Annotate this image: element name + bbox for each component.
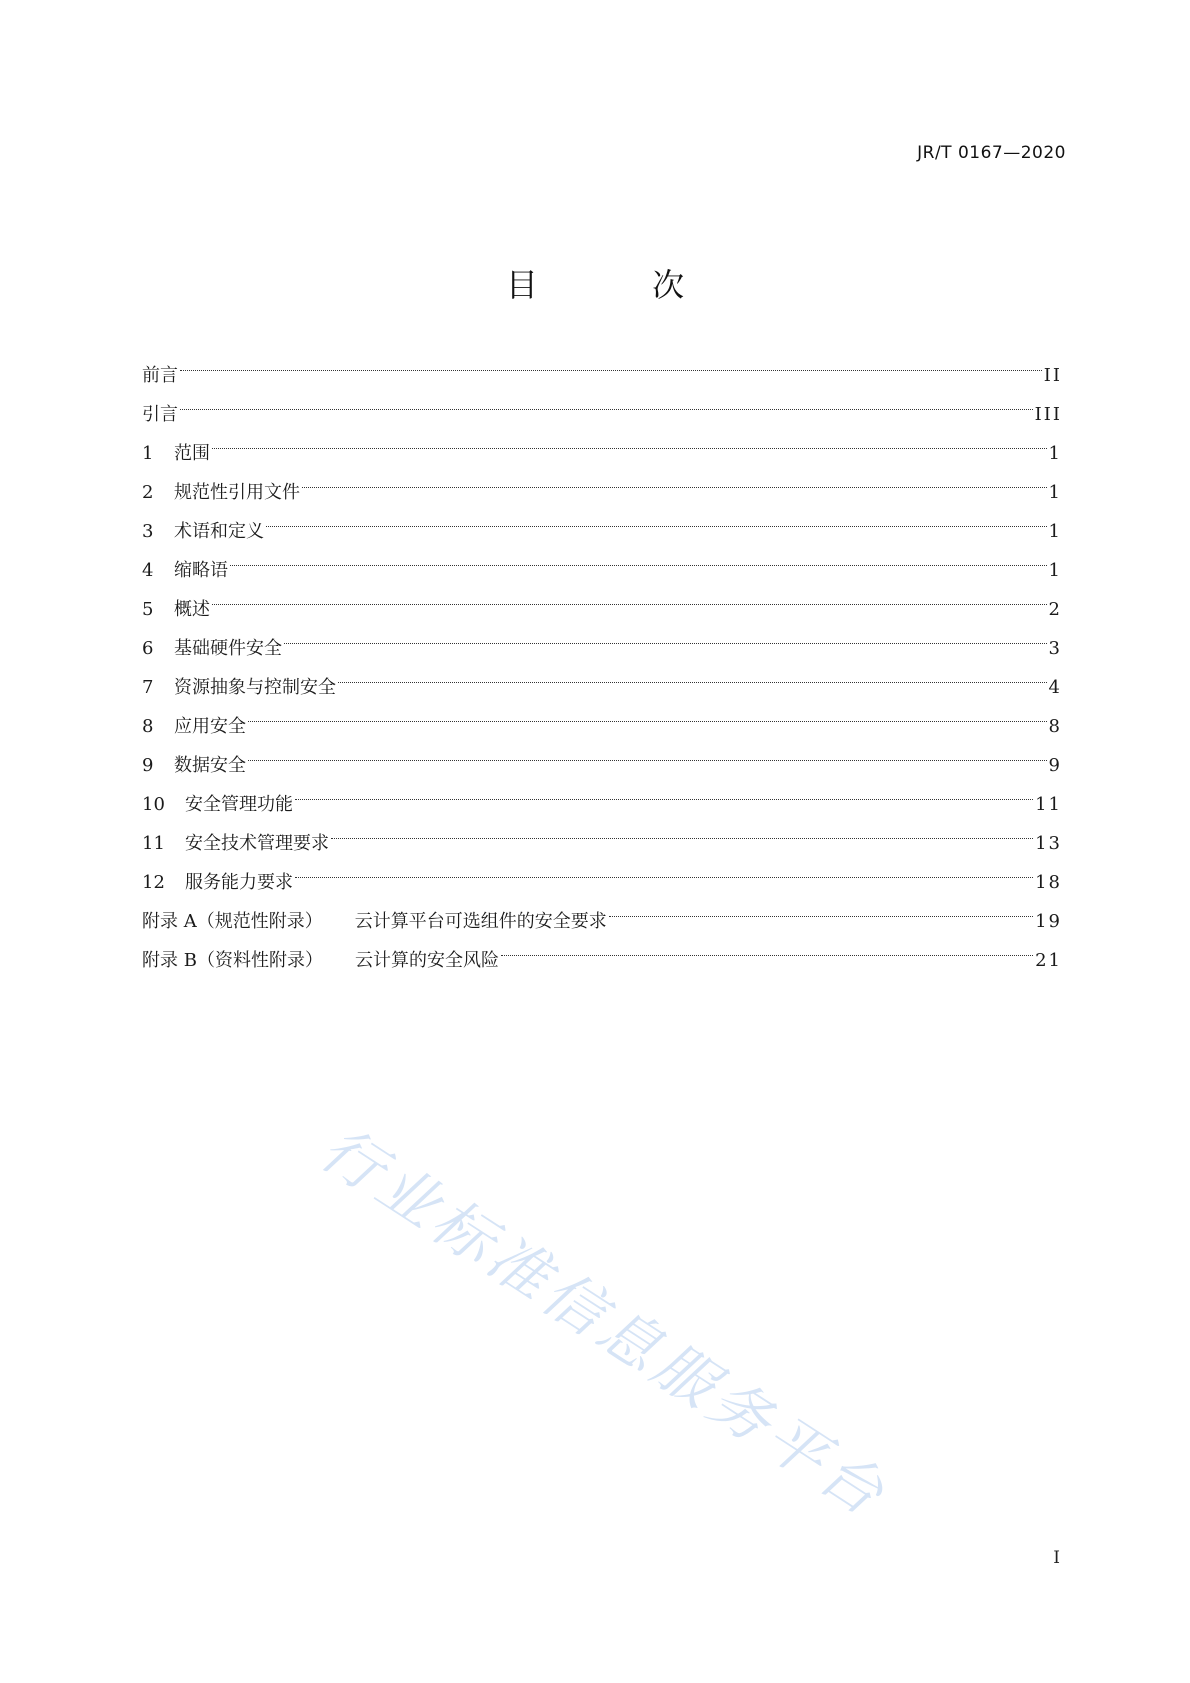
toc-entry-clause-7[interactable] [142,668,1062,707]
toc-entry-label: 术语和定义 [174,521,264,542]
toc-entry-label: 云计算的安全风险 [354,950,499,971]
toc-entry-label: 安全管理功能 [185,794,293,815]
dot-leader [230,564,1047,566]
toc-entry-clause-5[interactable] [142,590,1062,629]
toc-entry-label: 概述 [174,599,210,620]
toc-entry-label: 应用安全 [174,716,246,737]
toc-entry-label: 规范性引用文件 [174,482,300,503]
toc-entry-page: 9 [1048,755,1062,776]
page-number: I [1053,1548,1060,1568]
toc-entry-page: 18 [1035,872,1062,893]
toc-entry-page: 4 [1048,677,1062,698]
toc-entry-annex-a[interactable] [142,902,1062,941]
toc-entry-number: 1 [142,443,154,464]
dot-leader [266,525,1047,527]
dot-leader [212,603,1047,605]
toc-annex-heading: 附录 B（资料性附录） [142,950,323,971]
toc-entry-page: 3 [1048,638,1062,659]
toc-entry-introduction[interactable] [142,395,1062,434]
toc-entry-number: 8 [142,716,154,737]
table-of-contents [142,356,1062,980]
dot-leader [501,954,1033,956]
toc-entry-page: 2 [1048,599,1062,620]
toc-entry-label: 资源抽象与控制安全 [174,677,336,698]
toc-entry-page: 8 [1048,716,1062,737]
dot-leader [212,447,1047,449]
toc-entry-number: 11 [142,833,165,854]
dot-leader [609,915,1033,917]
toc-entry-clause-10[interactable] [142,785,1062,824]
toc-entry-page: 1 [1048,560,1062,581]
dot-leader [248,720,1047,722]
dot-leader [295,798,1033,800]
toc-entry-label: 服务能力要求 [185,872,293,893]
toc-entry-page: 1 [1048,521,1062,542]
toc-entry-label: 基础硬件安全 [174,638,282,659]
toc-entry-number: 5 [142,599,154,620]
watermark-text: 行业标准信息服务平台 [308,1113,900,1533]
toc-entry-number: 3 [142,521,154,542]
toc-entry-page: 11 [1035,794,1062,815]
toc-entry-label: 数据安全 [174,755,246,776]
toc-entry-label: 安全技术管理要求 [185,833,329,854]
toc-entry-page: 19 [1035,911,1062,932]
dot-leader [248,759,1047,761]
toc-entry-number: 2 [142,482,154,503]
standard-code: JR/T 0167—2020 [917,143,1066,163]
toc-entry-label: 云计算平台可选组件的安全要求 [354,911,607,932]
toc-entry-number: 9 [142,755,154,776]
toc-entry-page: 1 [1048,482,1062,503]
toc-entry-number: 12 [142,872,165,893]
dot-leader [295,876,1033,878]
toc-entry-page: 1 [1048,443,1062,464]
toc-entry-label: 缩略语 [174,560,228,581]
toc-entry-number: 4 [142,560,154,581]
toc-entry-clause-2[interactable] [142,473,1062,512]
toc-entry-number: 10 [142,794,165,815]
toc-entry-clause-3[interactable] [142,512,1062,551]
toc-entry-foreword[interactable] [142,356,1062,395]
toc-entry-clause-4[interactable] [142,551,1062,590]
toc-annex-heading: 附录 A（规范性附录） [142,911,323,932]
toc-entry-clause-11[interactable] [142,824,1062,863]
dot-leader [338,681,1047,683]
toc-entry-clause-12[interactable] [142,863,1062,902]
toc-entry-label: 引言 [142,404,178,425]
dot-leader [284,642,1047,644]
toc-entry-page: 21 [1035,950,1062,971]
toc-entry-page: III [1034,404,1062,425]
toc-entry-clause-1[interactable] [142,434,1062,473]
toc-entry-clause-8[interactable] [142,707,1062,746]
dot-leader [302,486,1047,488]
toc-entry-clause-6[interactable] [142,629,1062,668]
toc-entry-label: 范围 [174,443,210,464]
dot-leader [180,369,1042,371]
toc-entry-number: 7 [142,677,154,698]
toc-entry-page: 13 [1035,833,1062,854]
toc-entry-clause-9[interactable] [142,746,1062,785]
dot-leader [331,837,1033,839]
toc-entry-number: 6 [142,638,154,659]
dot-leader [180,408,1033,410]
toc-entry-page: II [1043,365,1062,386]
page-title: 目 次 [505,266,737,304]
toc-entry-label: 前言 [142,365,178,386]
toc-entry-annex-b[interactable] [142,941,1062,980]
